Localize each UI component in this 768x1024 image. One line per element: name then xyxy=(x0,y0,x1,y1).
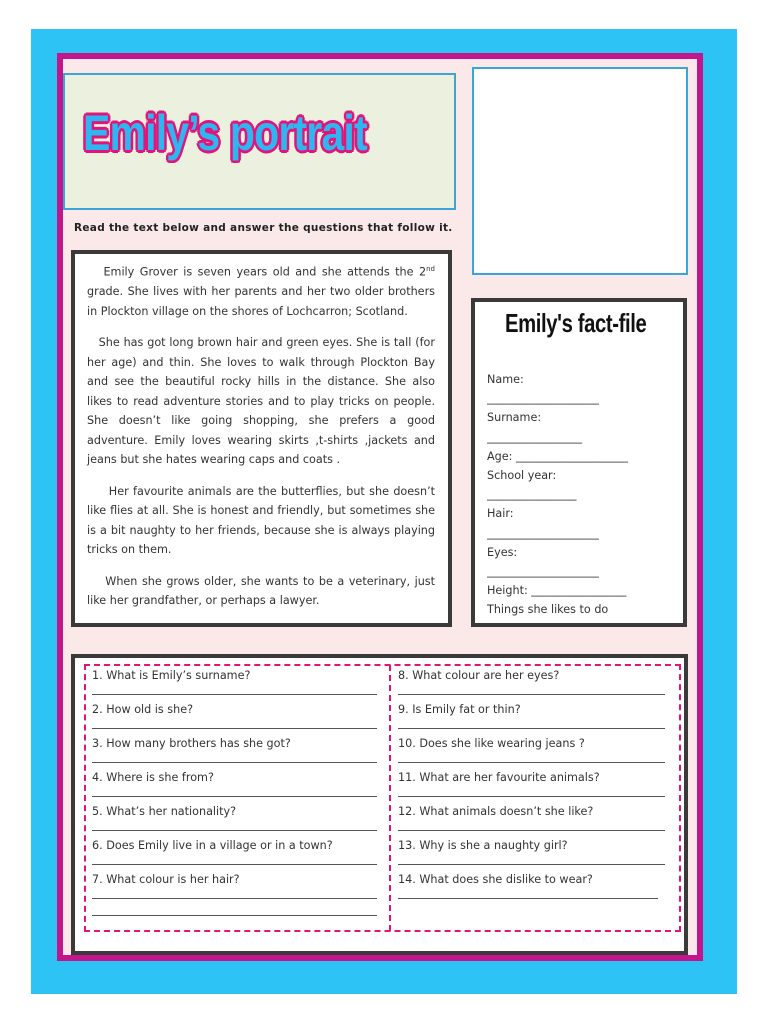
answer-line[interactable] xyxy=(398,888,658,899)
portrait-picture-box xyxy=(472,67,688,275)
answer-line[interactable] xyxy=(92,786,377,797)
instruction-text: Read the text below and answer the questions that follow it. xyxy=(74,222,453,234)
reading-text xyxy=(87,260,435,623)
question-text: 13. Why is she a naughty girl? xyxy=(398,839,568,852)
fact-line: Eyes: xyxy=(487,545,518,559)
answer-line[interactable] xyxy=(398,854,665,865)
question-item xyxy=(92,804,382,838)
question-item xyxy=(398,736,688,770)
question-text: 8. What colour are her eyes? xyxy=(398,669,560,682)
answer-line[interactable] xyxy=(398,752,665,763)
question-text: 3. How many brothers has she got? xyxy=(92,737,291,750)
fact-line: Surname: xyxy=(487,411,542,425)
question-item xyxy=(398,668,688,702)
fact-file-title: Emily's fact-file xyxy=(505,308,647,338)
question-text: 1. What is Emily’s surname? xyxy=(92,669,251,682)
fact-line: Things she likes to do xyxy=(487,603,609,617)
reading-paragraph-1: Emily Grover is seven years old and she attends the 2nd grade. She lives with her parents and her two older brothers in Plockton village on the shores of Lochcarron; Scotland. xyxy=(87,265,436,318)
questions-right-column xyxy=(398,668,688,906)
question-text: 12. What animals doesn’t she like? xyxy=(398,805,594,818)
question-item xyxy=(398,804,688,838)
answer-line[interactable] xyxy=(92,820,377,831)
question-text: 2. How old is she? xyxy=(92,703,194,716)
question-text: 10. Does she like wearing jeans ? xyxy=(398,737,585,750)
fact-line: ________________ xyxy=(487,488,577,502)
fact-line: Name: xyxy=(487,373,524,386)
question-item xyxy=(92,770,382,804)
questions-divider xyxy=(389,665,391,931)
question-text: 11. What are her favourite animals? xyxy=(398,771,600,784)
fact-line: ____________________ xyxy=(487,526,599,540)
question-text: 6. Does Emily live in a village or in a town? xyxy=(92,839,333,852)
question-item xyxy=(398,838,688,872)
fact-line: Age: ____________________ xyxy=(487,449,628,463)
answer-line[interactable] xyxy=(92,684,377,695)
question-text: 7. What colour is her hair? xyxy=(92,873,240,886)
questions-left-column xyxy=(92,668,382,906)
fact-line: ____________________ xyxy=(487,392,599,406)
question-item xyxy=(92,838,382,872)
question-item xyxy=(92,872,382,906)
reading-paragraph-3: Her favourite animals are the butterflies, but she doesn’t like flies at all. She is honest and friendly, but sometimes she is a bit naughty to her friends, because she is always playing tricks on them. xyxy=(87,484,436,557)
fact-file-list xyxy=(487,370,683,619)
question-item xyxy=(92,702,382,736)
reading-paragraph-4: When she grows older, she wants to be a veterinary, just like her grandfather, or perhaps a lawyer. xyxy=(87,574,435,608)
answer-line[interactable] xyxy=(92,899,377,916)
question-text: 9. Is Emily fat or thin? xyxy=(398,703,521,716)
fact-line: _________________ xyxy=(487,430,583,444)
question-item xyxy=(92,736,382,770)
question-item xyxy=(398,872,688,906)
question-text: 4. Where is she from? xyxy=(92,771,214,784)
answer-line[interactable] xyxy=(92,888,377,899)
fact-line: Height: _________________ xyxy=(487,584,627,598)
fact-line: School year: xyxy=(487,468,557,482)
question-text: 14. What does she dislike to wear? xyxy=(398,873,593,886)
question-text: 5. What’s her nationality? xyxy=(92,805,237,818)
fact-line: Hair: xyxy=(487,507,514,521)
fact-file-box xyxy=(471,298,687,627)
fact-line: ____________________ xyxy=(487,564,599,578)
answer-line[interactable] xyxy=(398,718,665,729)
answer-line[interactable] xyxy=(92,752,377,763)
question-item xyxy=(398,702,688,736)
answer-line[interactable] xyxy=(92,718,377,729)
reading-paragraph-2: She has got long brown hair and green eyes. She is tall (for her age) and thin. She loves to walk through Plockton Bay and see the beautiful rocky hills in the distance. She also likes to read adventure stories and to play tricks on people. She doesn’t like going shopping, she prefers a good adventure. Emily loves wearing skirts ,t-shirts ,jackets and jeans but she hates wearing caps and coats . xyxy=(87,336,435,467)
answer-line[interactable] xyxy=(398,820,665,831)
reading-text-box xyxy=(71,250,452,627)
answer-line[interactable] xyxy=(398,684,665,695)
page-title: Emily’s portrait xyxy=(83,105,367,161)
question-item xyxy=(92,668,382,702)
question-item xyxy=(398,770,688,804)
answer-line[interactable] xyxy=(92,854,377,865)
answer-line[interactable] xyxy=(398,786,665,797)
